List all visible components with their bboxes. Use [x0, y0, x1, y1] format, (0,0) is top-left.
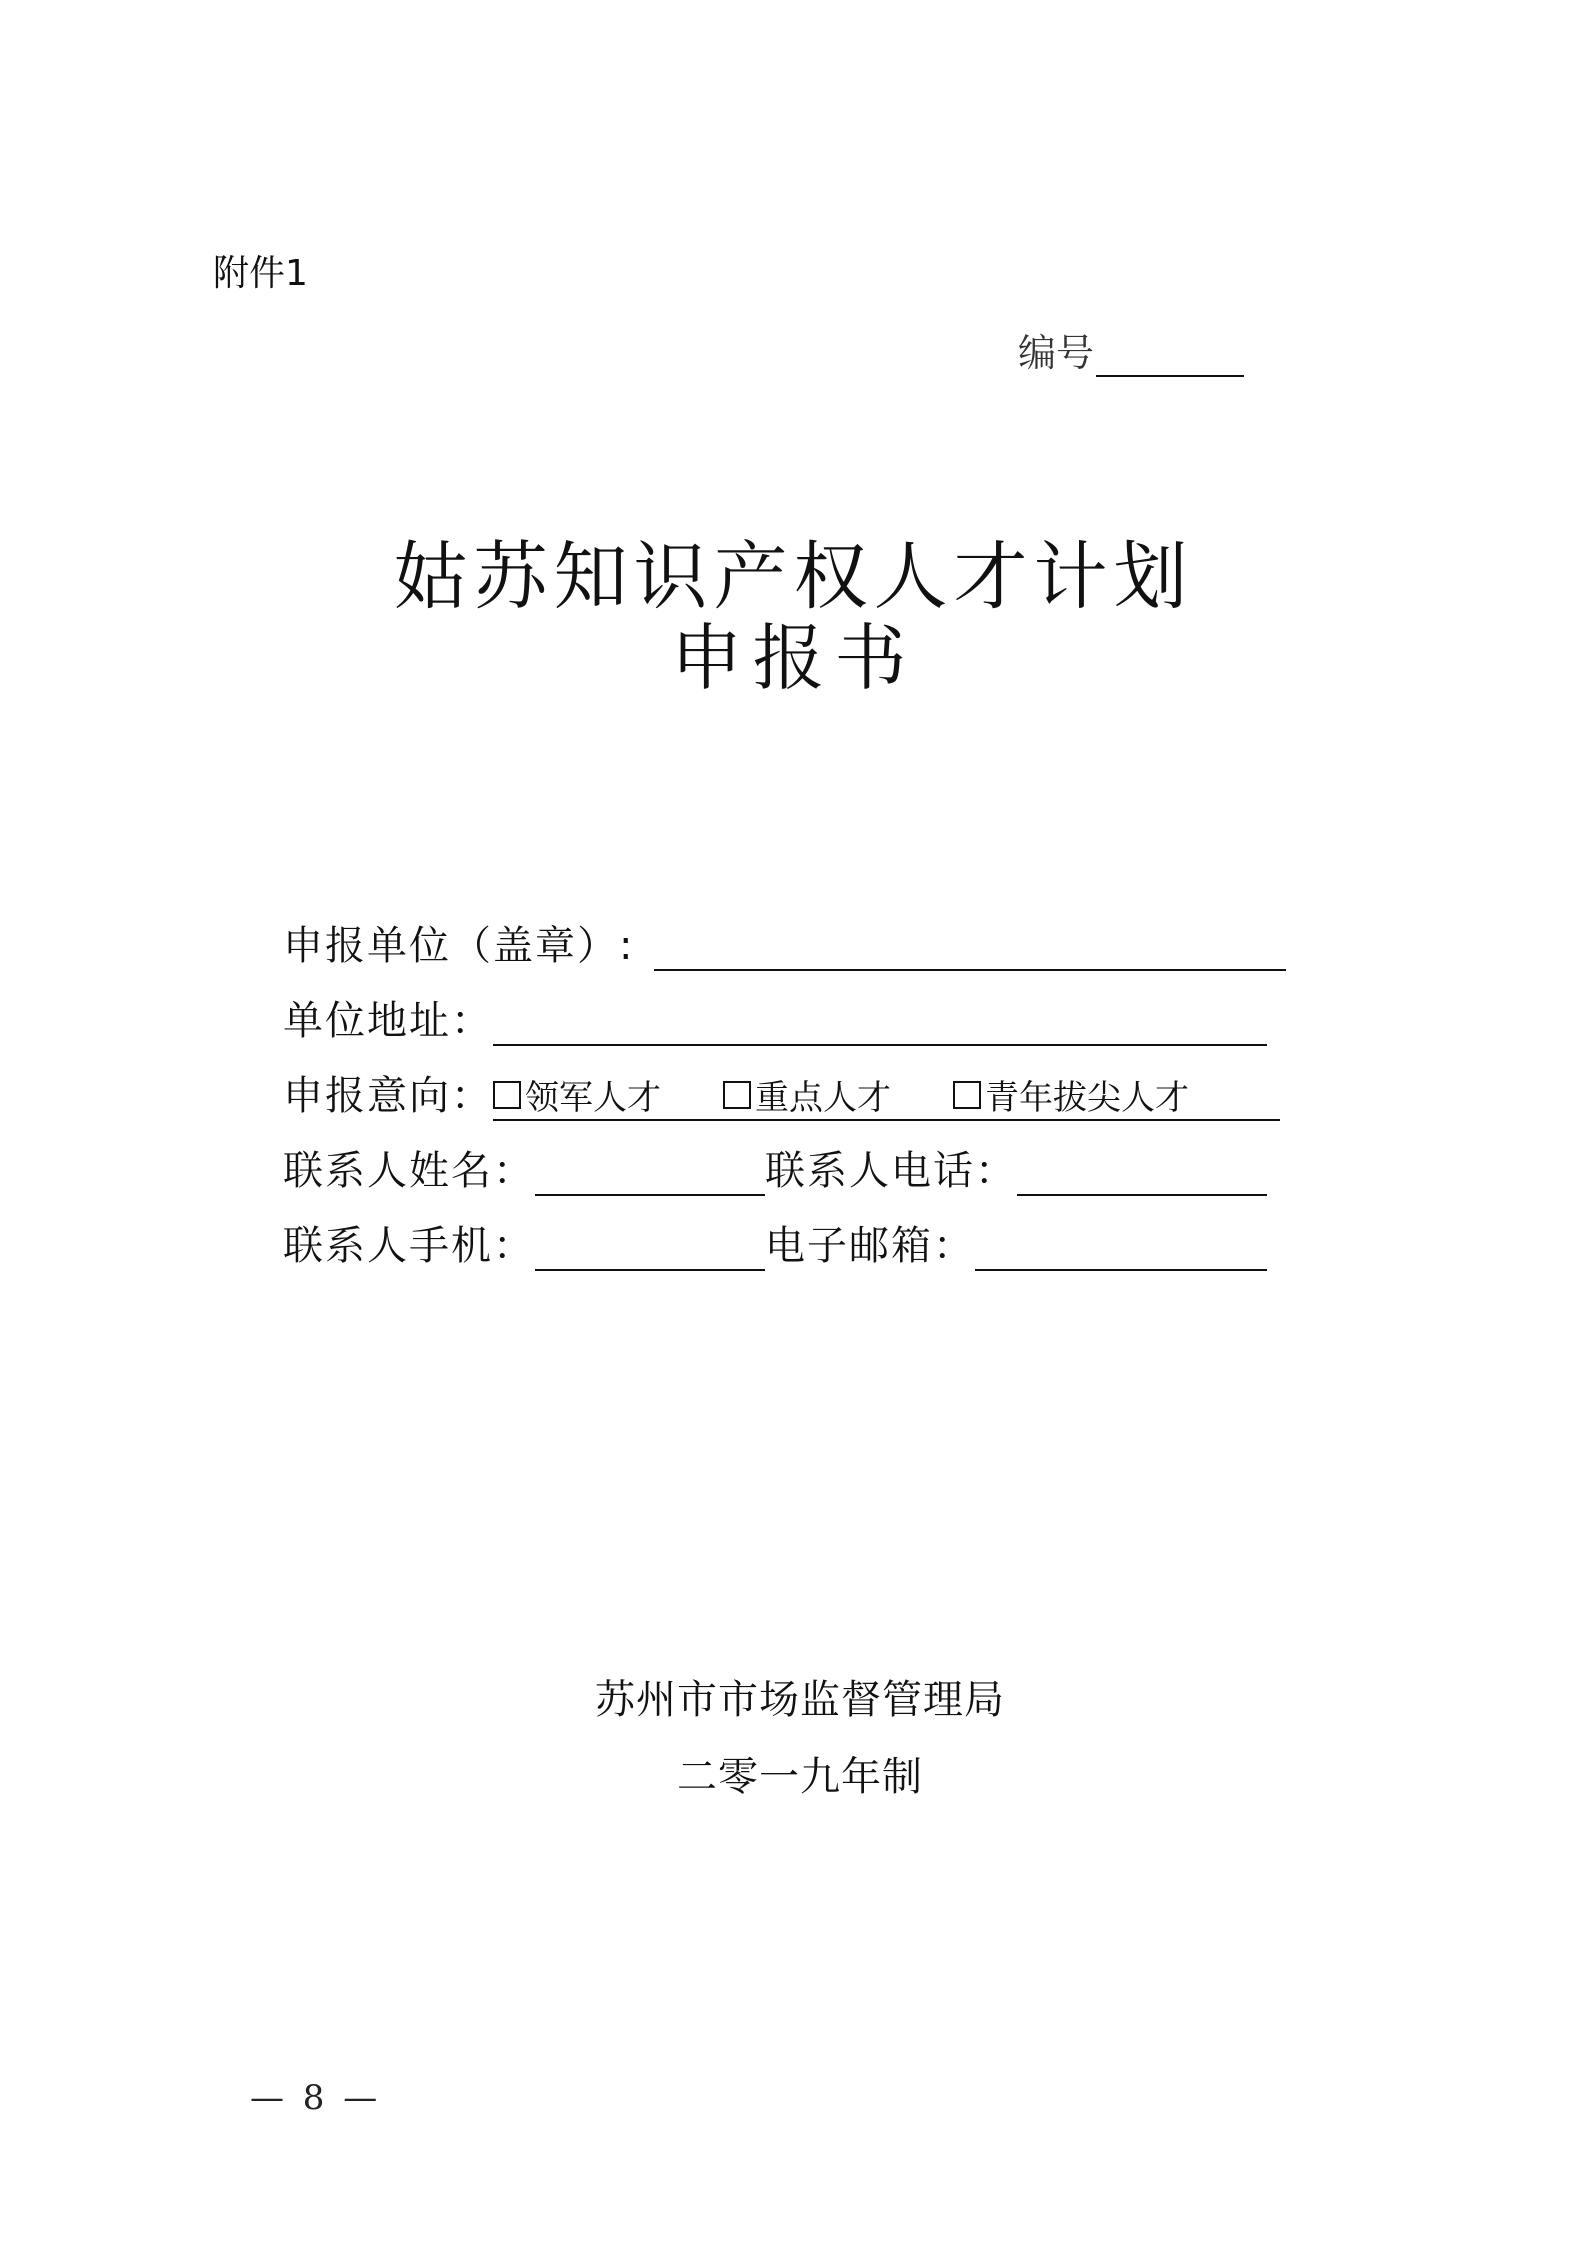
intent-option-label: 重点人才: [755, 1078, 891, 1118]
intent-option-label: 青年拔尖人才: [985, 1078, 1189, 1118]
page-number: — 8 —: [250, 2078, 382, 2118]
issue-year: 二零一九年制: [677, 1754, 923, 1800]
contact-name-label: 联系人姓名：: [283, 1148, 535, 1194]
form-row-address: [283, 990, 1267, 1046]
form-row-unit: [283, 915, 1286, 971]
intent-option-young[interactable]: [953, 1070, 1189, 1119]
intent-options: [493, 1067, 1280, 1121]
contact-phone-input-line[interactable]: [1017, 1154, 1267, 1196]
contact-mobile-input-line[interactable]: [535, 1229, 765, 1271]
contact-name-input-line[interactable]: [535, 1154, 765, 1196]
email-input-line[interactable]: [975, 1229, 1267, 1271]
document-subtitle: 申报书: [670, 616, 917, 700]
intent-label: 申报意向：: [283, 1073, 493, 1119]
contact-phone-label: 联系人电话：: [765, 1148, 1017, 1194]
serial-number-label: 编号: [1018, 331, 1095, 375]
issuer-name: 苏州市市场监督管理局: [595, 1677, 1005, 1723]
form-row-mobile-email: [283, 1215, 1267, 1271]
email-label: 电子邮箱：: [765, 1223, 975, 1269]
checkbox-icon[interactable]: [493, 1081, 521, 1109]
address-input-line[interactable]: [493, 1004, 1267, 1046]
unit-label: 申报单位（盖章）:: [283, 923, 635, 969]
serial-number-blank[interactable]: [1096, 345, 1244, 377]
intent-option-leading[interactable]: [493, 1070, 661, 1119]
contact-mobile-label: 联系人手机：: [283, 1223, 535, 1269]
form-row-intent: [283, 1065, 1280, 1121]
attachment-label: 附件1: [213, 253, 308, 294]
form-row-contact: [283, 1140, 1267, 1196]
unit-input-line[interactable]: [654, 929, 1286, 971]
intent-option-key[interactable]: [723, 1070, 891, 1119]
serial-number-field: [1018, 322, 1244, 377]
address-label: 单位地址：: [283, 998, 493, 1044]
checkbox-icon[interactable]: [723, 1081, 751, 1109]
document-title: 姑苏知识产权人才计划: [393, 534, 1194, 620]
intent-option-label: 领军人才: [525, 1078, 661, 1118]
checkbox-icon[interactable]: [953, 1081, 981, 1109]
